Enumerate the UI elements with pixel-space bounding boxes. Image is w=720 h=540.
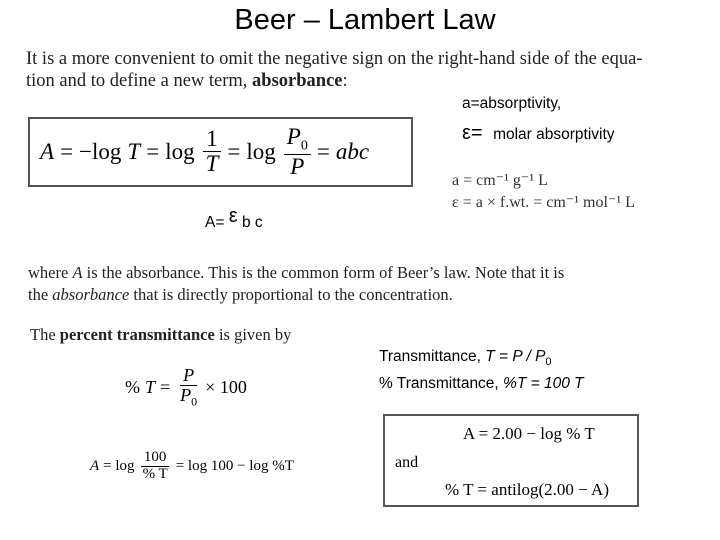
intro-paragraph bbox=[26, 48, 720, 92]
description-paragraph: where A is the absorbance. This is the common form of Beer’s law. Note that it is the absorbance that is directly proportional to the concentration. bbox=[28, 263, 565, 304]
antilog-equation-box bbox=[383, 414, 639, 507]
epsilon-equals: ε= bbox=[462, 122, 483, 144]
intro-line-2: tion and to define a new term, absorbance: bbox=[26, 71, 348, 91]
fraction-100-over-pctT: $\frac{100}{\% T}$ bbox=[142, 449, 168, 482]
fraction-P-over-P0: $\frac{P}{P_0}$ bbox=[180, 365, 198, 409]
fraction-P0-over-P: $\frac{P_0}{P}$ bbox=[284, 125, 311, 179]
and-label: and bbox=[395, 454, 419, 471]
fraction-one-over-T: $\frac{1}{T}$ bbox=[203, 127, 222, 176]
abc-formula: A= ε b c bbox=[205, 205, 263, 231]
percent-transmittance-intro: The percent transmittance is given by bbox=[30, 325, 292, 344]
slide-title: Beer – Lambert Law bbox=[234, 4, 496, 36]
transmittance-definitions: Transmittance, $T = P / P_0$ % Transmittance, %T = 100 T bbox=[379, 348, 584, 393]
antilog-equation: % T = antilog(2.00 − A) bbox=[445, 480, 609, 499]
units-a: a = cm⁻¹ g⁻¹ L bbox=[452, 172, 548, 189]
molar-absorptivity-note: ε= molar absorptivity bbox=[462, 122, 615, 144]
A-2-log-T-equation: A = 2.00 − log % T bbox=[463, 424, 595, 443]
absorbance-equation: A = −log T = log $\frac{1}{T}$ = log $\frac{P_0}{P}$ = abc bbox=[40, 123, 370, 180]
units-epsilon: ε = a × f.wt. = cm⁻¹ mol⁻¹ L bbox=[452, 194, 635, 211]
absorbance-equation-box bbox=[28, 117, 413, 187]
absorbance-term: absorbance bbox=[252, 71, 343, 91]
absorptivity-label: a=absorptivity, bbox=[462, 95, 562, 112]
A-log-equation: A = log $\frac{100}{\% T}$ = log 100 − log %T bbox=[90, 449, 294, 482]
intro-line-1: It is a more convenient to omit the negative sign on the right-hand side of the equa- bbox=[26, 49, 643, 69]
percent-T-equation: % T = $\frac{P}{P_0}$ × 100 bbox=[125, 365, 247, 409]
